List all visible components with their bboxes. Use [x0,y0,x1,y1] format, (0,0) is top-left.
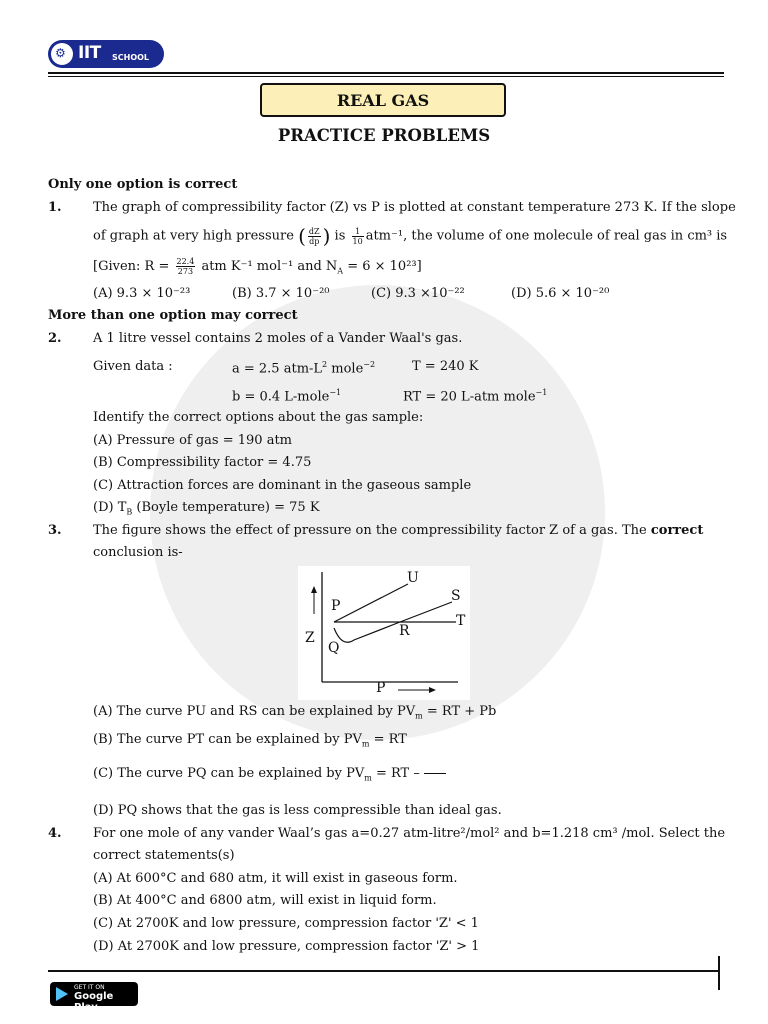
slope-num: dZ [308,226,320,236]
header-rule-thin [48,76,724,77]
slope-fraction [308,227,321,246]
q3-c-text: (C) The curve PQ can be explained by PV [93,766,365,781]
label-z: Z [305,630,315,646]
label-u: U [407,570,419,586]
a-unit: mole [331,361,364,377]
q1-option-c: (C) 9.3 ×10⁻²² [371,286,465,301]
q2-option-b: (B) Compressibility factor = 4.75 [93,455,312,470]
q1-option-b: (B) 3.7 × 10⁻²⁰ [232,286,330,301]
question-number: 4. [48,826,62,841]
label-p-axis: P [376,680,386,696]
q3-line1 [93,523,703,539]
label-q: Q [328,640,340,656]
footer-rule-end [718,956,720,990]
label-s: S [451,588,461,604]
a-sup: 2 [322,360,328,369]
q2-given-label: Given data : [93,359,173,374]
q3-b-sub: m [361,739,370,749]
paren-close: ) [322,224,331,248]
p-arrowhead [429,687,436,693]
q3-option-a [93,704,496,725]
q3-line2: conclusion is- [93,545,183,560]
q2-a-value [232,357,375,377]
opt-d-sub: B [126,507,133,517]
line-pu [334,584,408,622]
r-fraction [176,257,196,276]
q2-option-a: (A) Pressure of gas = 190 atm [93,433,292,448]
b-sup: −1 [329,388,342,397]
given-text-c: = 6 × 10²³] [347,259,422,274]
q3-a-text: (A) The curve PU and RS can be explained by PV [93,704,416,719]
label-p: P [331,598,341,614]
value-den: 10 [352,236,363,246]
q4-option-c: (C) At 2700K and low pressure, compression factor 'Z' < 1 [93,916,479,931]
question-number: 2. [48,331,62,346]
google-play-badge[interactable] [50,982,138,1013]
q1-option-a: (A) 9.3 × 10⁻²³ [93,286,191,301]
q2-b-value [232,385,341,405]
given-sub: A [337,266,344,276]
logo-subtext: SCHOOL [112,53,150,62]
a-usup: −2 [363,360,376,369]
q3-a-sub: m [415,711,423,721]
page-title: REAL GAS [260,83,506,117]
rt-sup: −1 [535,388,548,397]
q3-option-b [93,732,407,753]
header-rule [48,72,724,74]
q3-option-d: (D) PQ shows that the gas is less compressible than ideal gas. [93,803,502,818]
paren-open: ( [298,224,306,248]
q2-line1: A 1 litre vessel contains 2 moles of a Vander Waal's gas. [93,331,463,346]
question-number: 3. [48,523,62,538]
logo-emblem-icon: ⚙ [51,43,73,65]
slope-den: dp [309,236,320,246]
rt-val: RT = 20 L-atm mole [403,389,536,405]
q4-line1: For one mole of any vander Waal’s gas a=0.27 atm-litre²/mol² and b=1.218 cm³ /mol. Select the [93,826,726,841]
q1-option-d: (D) 5.6 × 10⁻²⁰ [511,286,610,301]
q3-bold: correct [650,523,704,538]
q4-option-d: (D) At 2700K and low pressure, compression factor 'Z' > 1 [93,939,480,954]
value-fraction [352,227,364,246]
logo-text: IIT [78,43,101,63]
opt-d-a: (D) T [93,500,127,515]
q2-option-d [93,500,320,521]
iit-school-logo [48,40,164,68]
q3-option-c [93,766,446,787]
q3-b-eq: = RT [373,732,407,747]
q3-a-eq: = RT + Pb [426,704,497,719]
q3-c-eq: = RT – [375,766,420,781]
q1-text-b: atm⁻¹, the volume of one molecule of real gas in cm³ is [365,228,728,244]
q3-c-sub: m [364,773,372,783]
given-text-a: [Given: R = [93,259,170,274]
page-subtitle: PRACTICE PROBLEMS [277,126,491,145]
q4-line2: correct statements(s) [93,848,235,863]
play-icon [56,987,68,1001]
question-number: 1. [48,200,62,215]
q2-rt-value [403,385,547,405]
section-heading-single: Only one option is correct [48,177,238,192]
q2-identify: Identify the correct options about the gas sample: [93,410,424,425]
r-num: 22.4 [176,257,195,266]
opt-d-b: (Boyle temperature) = 75 K [136,500,320,515]
section-heading-multiple: More than one option may correct [48,308,298,323]
b-val: b = 0.4 L-mole [232,389,330,405]
given-text-b: atm K⁻¹ mol⁻¹ and N [201,259,338,274]
r-den: 273 [177,267,194,276]
label-r: R [399,623,410,639]
a-val: a = 2.5 atm-L [232,361,323,377]
q2-option-c: (C) Attraction forces are dominant in the gaseous sample [93,478,472,493]
q3-text: The figure shows the effect of pressure on the compressibility factor Z of a gas. The [93,523,647,538]
q2-t-value: T = 240 K [412,359,479,374]
q1-text-a: of graph at very high pressure [93,228,294,244]
label-t: T [456,613,466,629]
q1-line1: The graph of compressibility factor (Z) vs P is plotted at constant temperature 273 K. If the slope [93,200,736,215]
blank-fraction-line [424,773,446,774]
z-vs-p-graph [298,566,470,700]
q1-is: is [334,228,346,244]
q1-given [93,256,422,283]
q4-option-a: (A) At 600°C and 680 atm, it will exist in gaseous form. [93,871,458,886]
z-arrowhead [311,586,317,593]
q1-line2 [93,225,727,248]
gp-small-text: GET IT ON [74,984,105,991]
footer-rule [48,970,720,972]
gp-big-text: Google Play [74,991,114,1013]
value-num: 1 [352,227,364,237]
q4-option-b: (B) At 400°C and 6800 atm, will exist in liquid form. [93,893,437,908]
q3-b-text: (B) The curve PT can be explained by PV [93,732,362,747]
